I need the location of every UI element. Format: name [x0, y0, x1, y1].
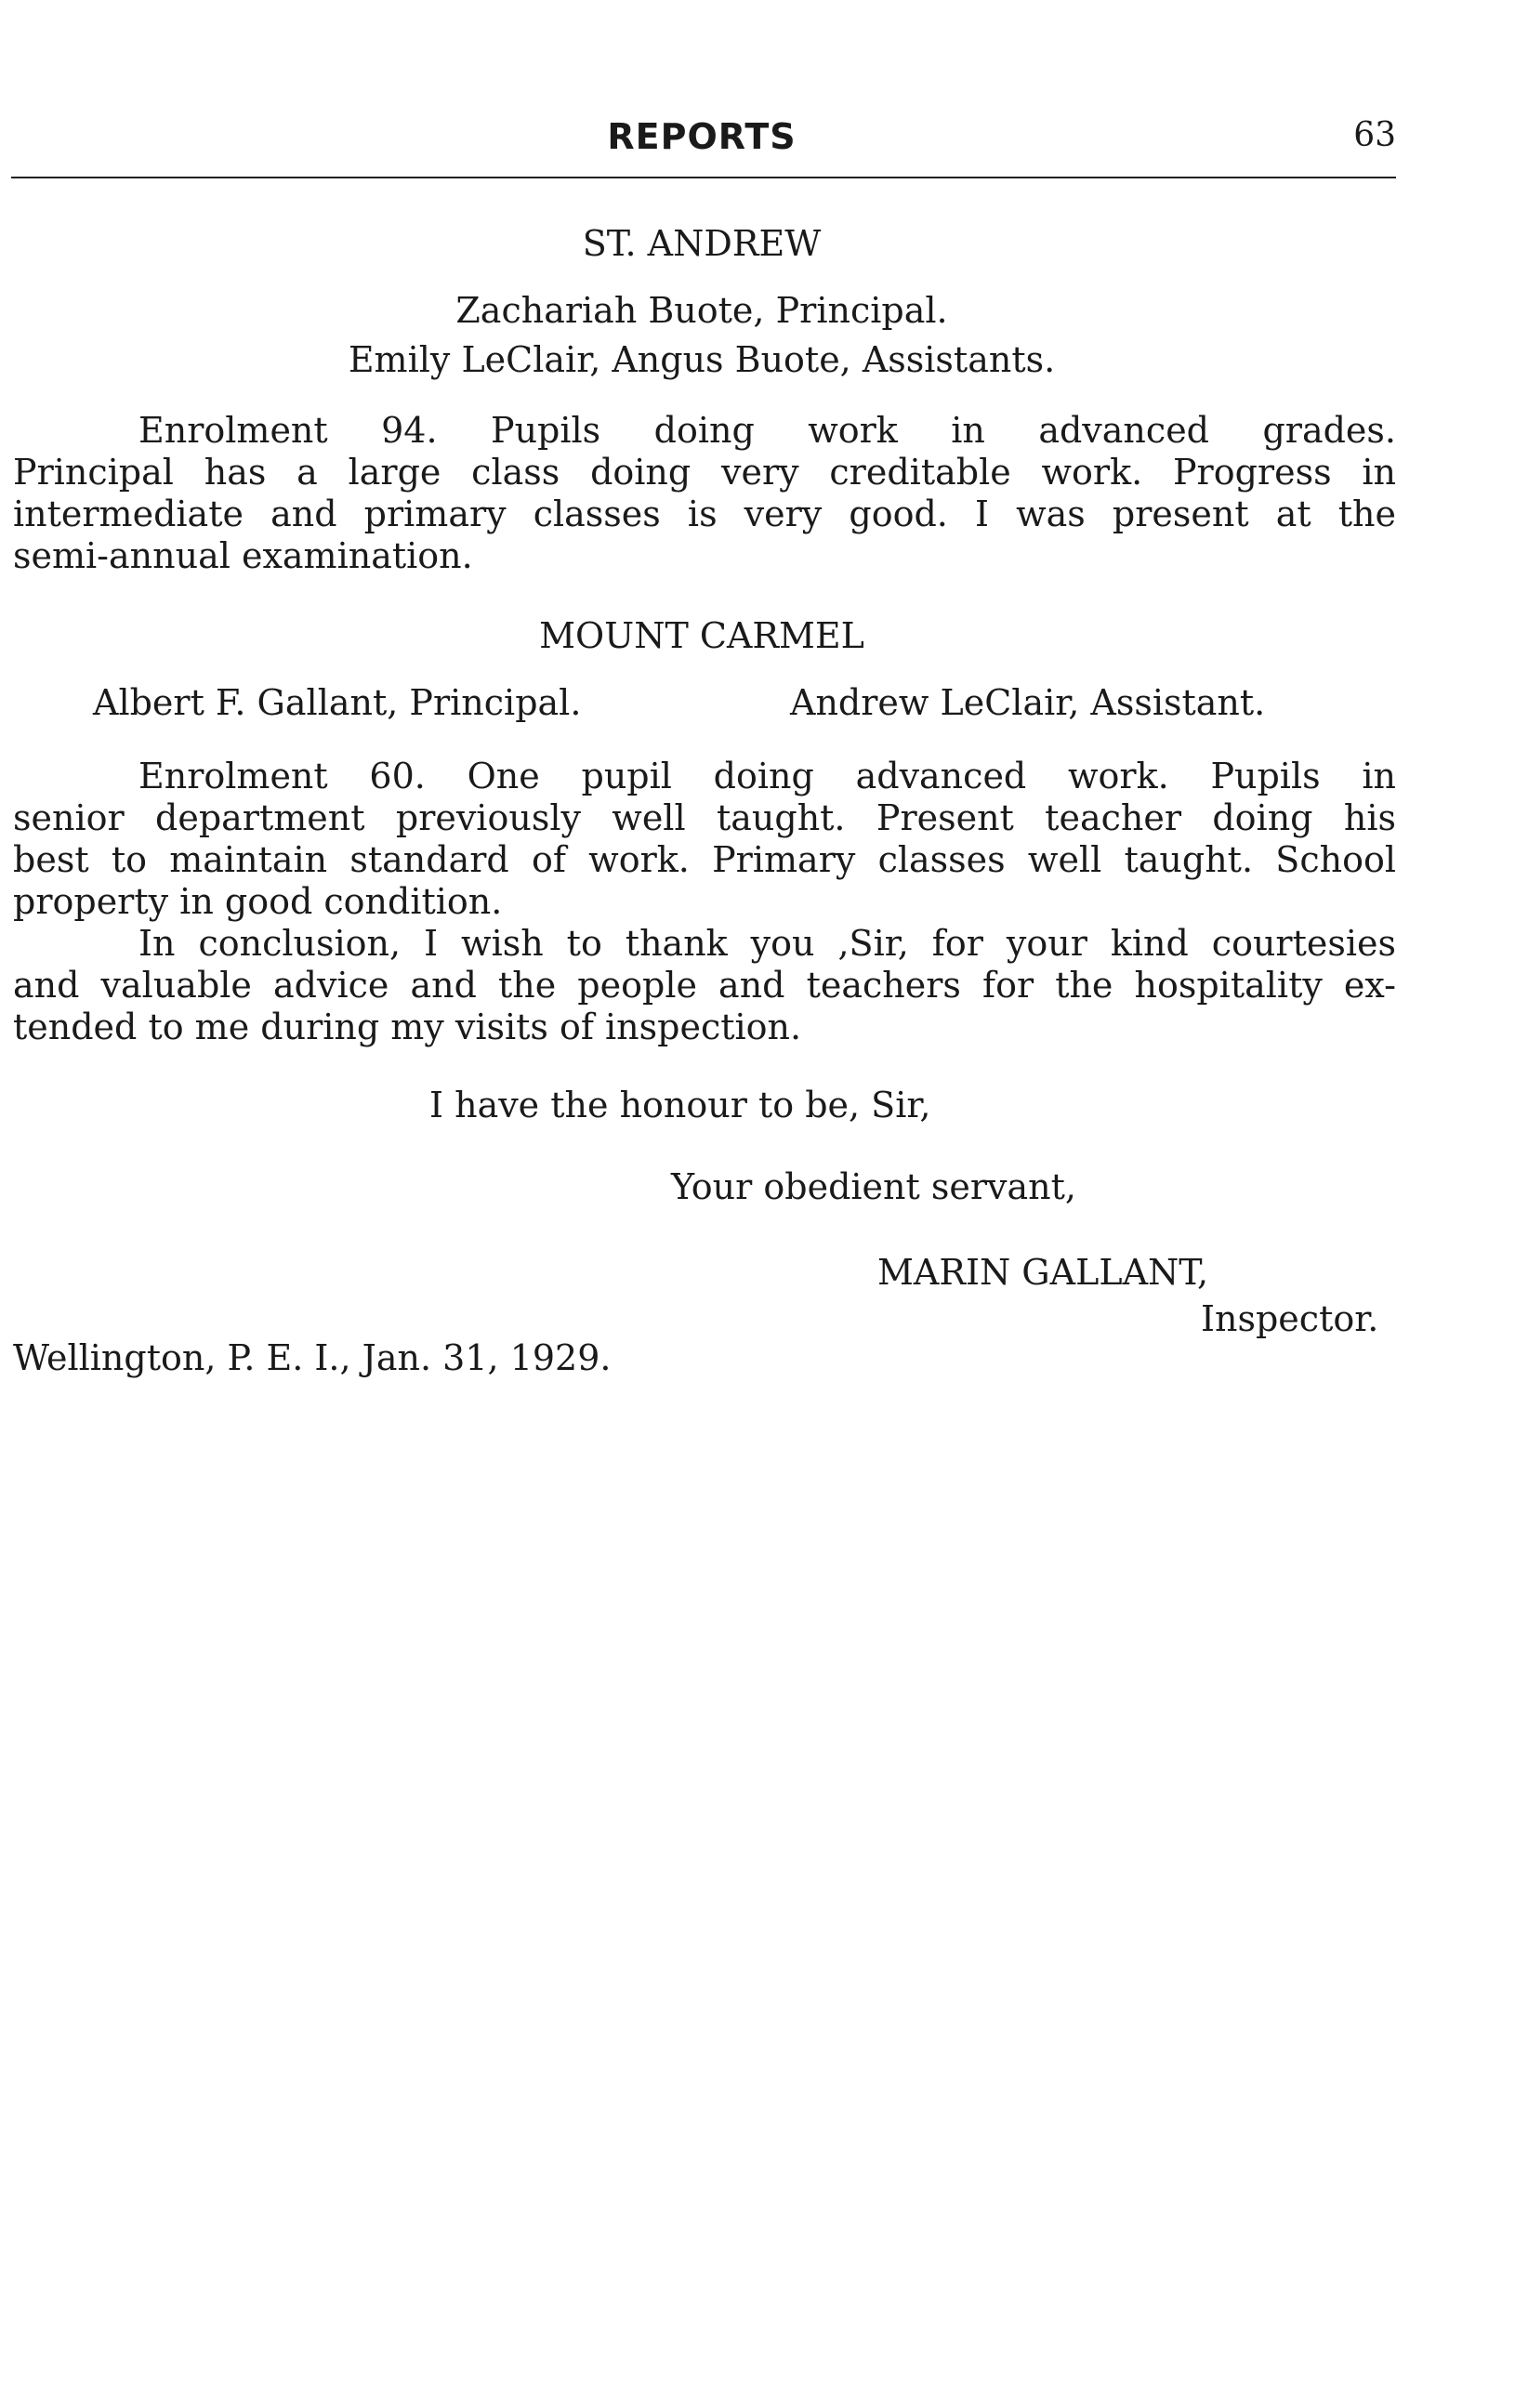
mount-carmel-paragraph-line: senior department previously well taught. Present teacher doing his — [13, 797, 1396, 838]
signature-title: Inspector. — [1201, 1298, 1379, 1339]
st-andrew-paragraph-line: Principal has a large class doing very creditable work. Progress in — [13, 452, 1396, 493]
section-heading-st-andrew: ST. ANDREW — [582, 223, 822, 264]
section-heading-mount-carmel: MOUNT CARMEL — [539, 615, 864, 656]
st-andrew-paragraph-line: Enrolment 94. Pupils doing work in advanced grades. — [138, 410, 1396, 451]
mount-carmel-principal: Albert F. Gallant, Principal. — [93, 682, 582, 723]
st-andrew-assistants: Emily LeClair, Angus Buote, Assistants. — [348, 339, 1056, 380]
closing-honour: I have the honour to be, Sir, — [429, 1085, 931, 1125]
page-number: 63 — [1353, 116, 1396, 154]
running-header: REPORTS — [607, 116, 797, 157]
header-rule — [11, 177, 1396, 178]
mount-carmel-paragraph-line: Enrolment 60. One pupil doing advanced work. Pupils in — [138, 756, 1396, 796]
conclusion-line: In conclusion, I wish to thank you ,Sir, for your kind courtesies — [138, 923, 1396, 964]
conclusion-line: and valuable advice and the people and teachers for the hospitality ex- — [13, 965, 1396, 1006]
closing-servant: Your obedient servant, — [671, 1166, 1076, 1207]
st-andrew-paragraph-line: intermediate and primary classes is very good. I was present at the — [13, 493, 1396, 534]
signature-name: MARIN GALLANT, — [877, 1252, 1209, 1293]
st-andrew-paragraph-line: semi-annual examination. — [13, 535, 473, 576]
mount-carmel-paragraph-line: best to maintain standard of work. Primary classes well taught. School — [13, 839, 1396, 880]
conclusion-line: tended to me during my visits of inspection. — [13, 1007, 802, 1047]
mount-carmel-assistant: Andrew LeClair, Assistant. — [790, 682, 1266, 723]
st-andrew-principal: Zachariah Buote, Principal. — [455, 290, 948, 331]
place-and-date: Wellington, P. E. I., Jan. 31, 1929. — [13, 1337, 612, 1378]
mount-carmel-paragraph-line: property in good condition. — [13, 881, 503, 922]
